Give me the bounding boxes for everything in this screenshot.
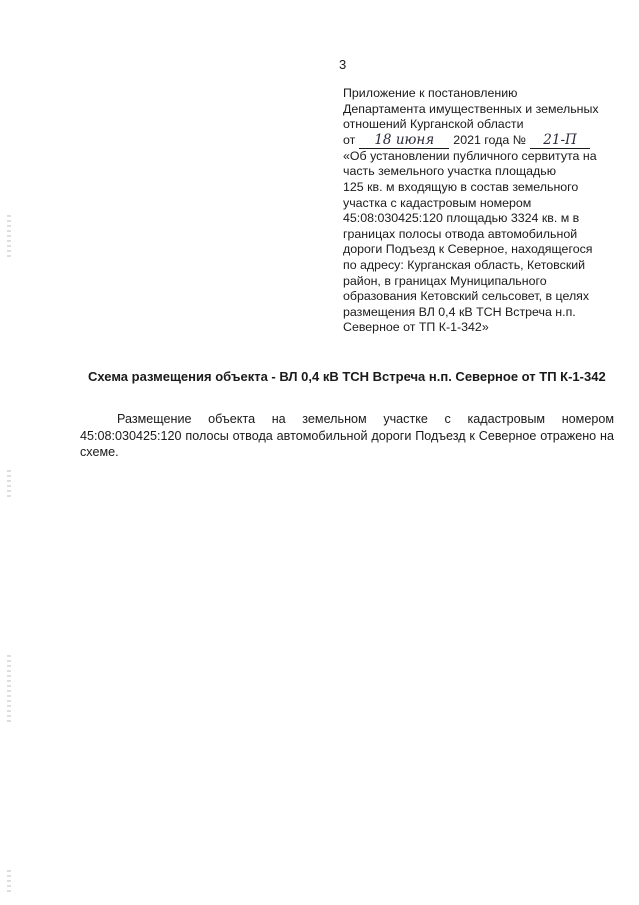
subject-line-10: образования Кетовский сельсовет, в целях bbox=[343, 289, 590, 304]
subject-line-2: часть земельного участка площадью bbox=[343, 164, 557, 179]
appendix-line-2: Департамента имущественных и земельных bbox=[343, 101, 599, 116]
year-text: 2021 года № bbox=[453, 133, 527, 148]
subject-line-4: участка с кадастровым номером bbox=[343, 195, 532, 210]
appendix-line-1: Приложение к постановлению bbox=[343, 86, 518, 100]
subject-line-12: Северное от ТП К-1-342» bbox=[343, 320, 489, 335]
subject-line-9: район, в границах Муниципального bbox=[343, 273, 547, 288]
body-paragraph: Размещение объекта на земельном участке с кадастровым номером 45:08:030425:120 полосы отвода автомобильной дороги Подъезд к Северное отражено на схеме. bbox=[80, 412, 614, 459]
scan-artifact bbox=[7, 870, 11, 895]
subject-line-8: по адресу: Курганская область, Кетовский bbox=[343, 257, 586, 272]
date-prefix: от bbox=[343, 133, 356, 148]
appendix-line-3: отношений Курганской области bbox=[343, 117, 524, 132]
handwritten-number: 21-П bbox=[530, 133, 590, 149]
scan-artifact bbox=[7, 215, 11, 260]
scan-artifact bbox=[7, 655, 11, 725]
scan-artifact bbox=[7, 470, 11, 500]
subject-line-11: размещения ВЛ 0,4 кВ ТСН Встреча н.п. bbox=[343, 304, 576, 319]
page-number: 3 bbox=[339, 57, 347, 72]
subject-line-5: 45:08:030425:120 площадью 3324 кв. м в bbox=[343, 211, 580, 226]
handwritten-date: 18 июня bbox=[359, 133, 449, 149]
appendix-header bbox=[343, 86, 619, 336]
subject-line-7: дороги Подъезд к Северное, находящегося bbox=[343, 242, 593, 257]
subject-line-1: «Об установлении публичного сервитута на bbox=[343, 148, 597, 163]
subject-line-3: 125 кв. м входящую в состав земельного bbox=[343, 179, 579, 194]
decree-date-line bbox=[343, 133, 619, 149]
scheme-title: Схема размещения объекта - ВЛ 0,4 кВ ТСН Встреча н.п. Северное от ТП К-1-342 bbox=[88, 369, 606, 384]
subject-line-6: границах полосы отвода автомобильной bbox=[343, 226, 578, 241]
